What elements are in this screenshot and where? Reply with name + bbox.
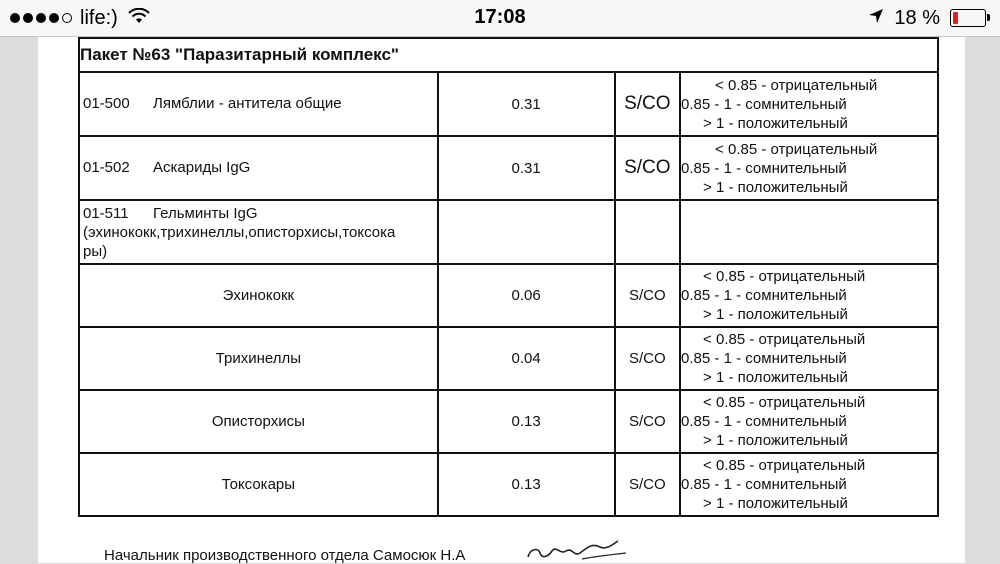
subtest-name: Трихинеллы (79, 327, 438, 390)
status-bar (0, 0, 1000, 37)
table-row (79, 453, 938, 516)
reference-range: < 0.85 - отрицательный 0.85 - 1 - сомнительный > 1 - положительный (680, 327, 938, 390)
test-code: 01-511 (83, 204, 129, 222)
table-row (79, 136, 938, 200)
carrier-label: life:) (80, 6, 118, 29)
test-value: 0.31 (438, 136, 615, 200)
subtest-name: Описторхисы (79, 390, 438, 453)
table-row (79, 390, 938, 453)
test-code: 01-500 (83, 95, 130, 112)
battery-level (953, 12, 958, 24)
handwritten-signature (522, 535, 632, 563)
signatory-line: Начальник производственного отдела Самосюк Н.А (104, 547, 466, 564)
subtest-value: 0.04 (438, 327, 615, 390)
table-header-row (79, 38, 938, 72)
test-name-detail-end: ры) (83, 242, 108, 260)
status-right (868, 6, 986, 30)
subtest-name: Эхинококк (79, 264, 438, 327)
test-name-detail: (эхинококк,трихинеллы,описторхисы,токсока (83, 223, 396, 241)
battery-percent: 18 % (894, 6, 940, 29)
clock-time: 17:08 (474, 6, 526, 28)
document-page (38, 37, 965, 563)
reference-range: < 0.85 - отрицательный 0.85 - 1 - сомнительный > 1 - положительный (680, 264, 938, 327)
subtest-unit: S/CO (615, 390, 680, 453)
test-name: Лямблии - антитела общие (153, 95, 342, 112)
test-unit: S/CO (615, 136, 680, 200)
table-row (79, 72, 938, 136)
subtest-unit: S/CO (615, 327, 680, 390)
package-title: Пакет №63 "Паразитарный комплекс" (79, 38, 938, 72)
subtest-name: Токсокары (79, 453, 438, 516)
test-value: 0.31 (438, 72, 615, 136)
table-row (79, 327, 938, 390)
subtest-value: 0.13 (438, 390, 615, 453)
test-name: Гельминты IgG (153, 204, 258, 222)
subtest-value: 0.06 (438, 264, 615, 327)
table-row (79, 200, 938, 264)
subtest-unit: S/CO (615, 453, 680, 516)
subtest-unit: S/CO (615, 264, 680, 327)
test-unit: S/CO (615, 72, 680, 136)
reference-range: < 0.85 - отрицательный 0.85 - 1 - сомнительный > 1 - положительный (680, 453, 938, 516)
reference-range: < 0.85 - отрицательный 0.85 - 1 - сомнительный > 1 - положительный (680, 390, 938, 453)
reference-range: < 0.85 - отрицательный 0.85 - 1 - сомнительный > 1 - положительный (680, 72, 938, 136)
reference-range: < 0.85 - отрицательный 0.85 - 1 - сомнительный > 1 - положительный (680, 136, 938, 200)
test-code: 01-502 (83, 159, 130, 176)
results-table (78, 37, 939, 517)
table-row (79, 264, 938, 327)
battery-icon (950, 9, 986, 27)
test-name: Аскариды IgG (153, 159, 251, 176)
location-arrow-icon (868, 7, 884, 30)
subtest-value: 0.13 (438, 453, 615, 516)
